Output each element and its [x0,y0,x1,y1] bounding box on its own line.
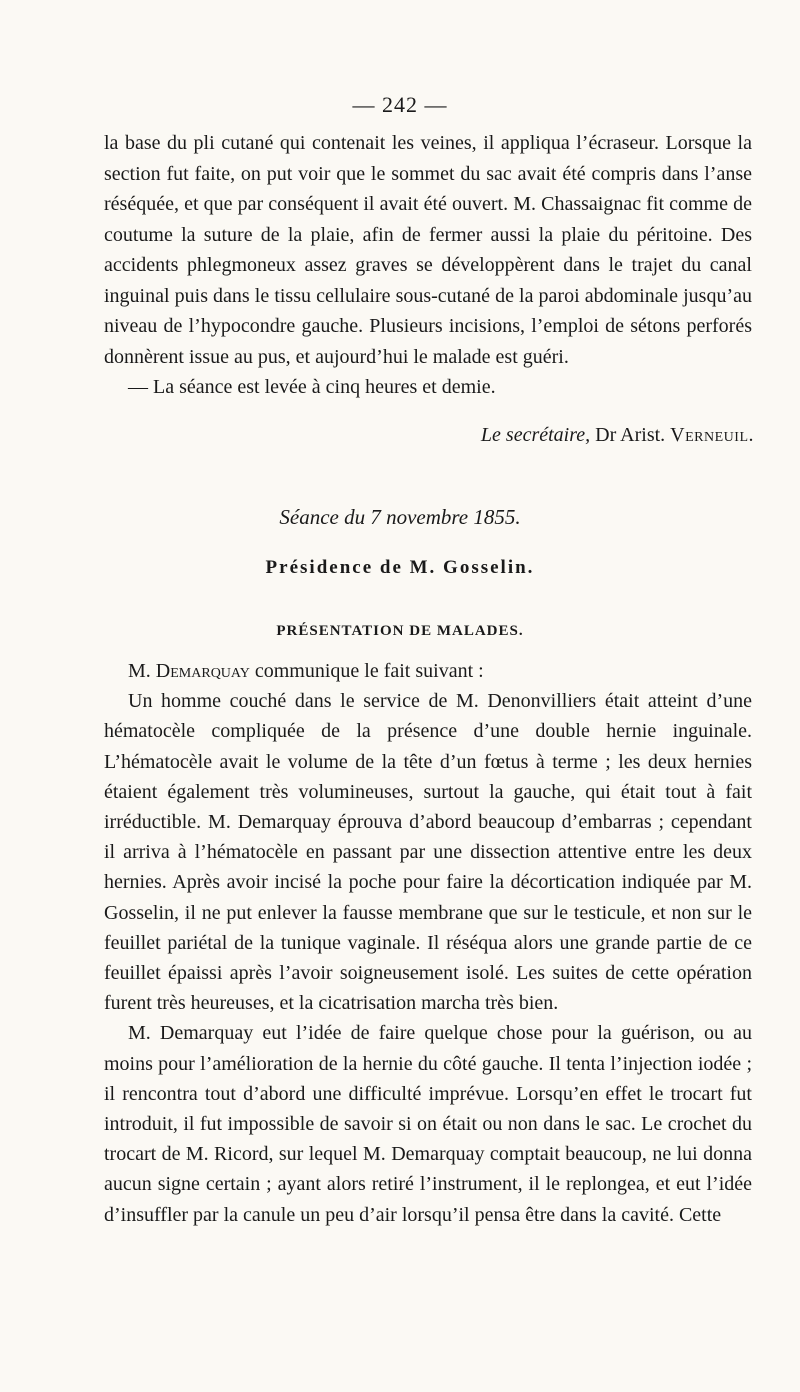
presidency-line: Présidence de M. Gosselin. [265,557,535,578]
session-body [104,656,752,1230]
intro-paragraph: la base du pli cutané qui contenait les veines, il appliqua l’écraseur. Lorsque la section fut faite, on put voir que le sommet du sac avait été compris dans l’anse réséquée, et que par conséquent il avait été ouvert. M. Chassaignac fit comme de coutume la suture de la plaie, afin de fermer aussi la plaie du péritoine. Des accidents phlegmoneux assez graves se développèrent dans le trajet du canal inguinal puis dans le tissu cellulaire sous-cutané de la paroi abdominale jusqu’au niveau de l’hypocondre gauche. Plusieurs incisions, l’emploi de sétons perforés donnèrent issue au pus, et aujourd’hui le malade est guéri. [104,132,752,368]
signature-firstname: Arist. [620,424,666,446]
signature-title: Dr [595,424,617,446]
section-heading: PRÉSENTATION DE MALADES. [276,623,524,639]
paragraph: Un homme couché dans le service de M. Denonvilliers était atteint d’une hématocèle compliquée de la présence d’une double hernie inguinale. L’hématocèle avait le volume de la tête d’un fœtus à terme ; les deux hernies étaient également très volumineuses, surtout la gauche, qui était tout à fait irréductible. M. Demarquay éprouva d’abord beaucoup d’embarras ; cependant il arriva à l’hématocèle en passant par une dissection attentive entre les deux hernies. Après avoir incisé la poche pour faire la décortication indiquée par M. Gosselin, il ne put enlever la fausse membrane que sur le testicule, et non sur le feuillet pariétal de la tunique vaginale. Il réséqua alors une grande partie de ce feuillet épaissi après l’avoir soigneusement isolé. Les suites de cette opération furent très heureuses, et la cicatrisation marcha très bien. [104,690,752,1015]
paragraph: M. Demarquay eut l’idée de faire quelque chose pour la guérison, ou au moins pour l’amélioration de la hernie du côté gauche. Il tenta l’injection iodée ; il rencontra tout d’abord une difficulté imprévue. Lorsqu’en effet le trocart fut introduit, il fut impossible de savoir si on était ou non dans le sac. Le crochet du trocart de M. Ricord, sur lequel M. Demarquay comptait beaucoup, ne lui donna aucun signe certain ; ayant alors retiré l’instrument, il le replongea, et eut l’idée d’insuffler par la canule un peu d’air lorsqu’il pensa être dans la cavité. Cette [104,1022,752,1226]
signature [104,420,754,450]
communication-text: communique le fait suivant : [254,660,484,682]
closing-line: — La séance est levée à cinq heures et demie. [128,376,496,398]
signature-surname: Verneuil. [670,424,754,446]
session-title: Séance du 7 novembre 1855. [279,505,521,529]
communication-intro [104,656,752,686]
speaker-prefix: M. [128,660,151,682]
signature-role: Le secrétaire, [480,424,591,446]
previous-session-text [104,128,752,403]
page-number: — 242 — [352,92,448,117]
speaker-name: Demarquay [155,660,250,682]
